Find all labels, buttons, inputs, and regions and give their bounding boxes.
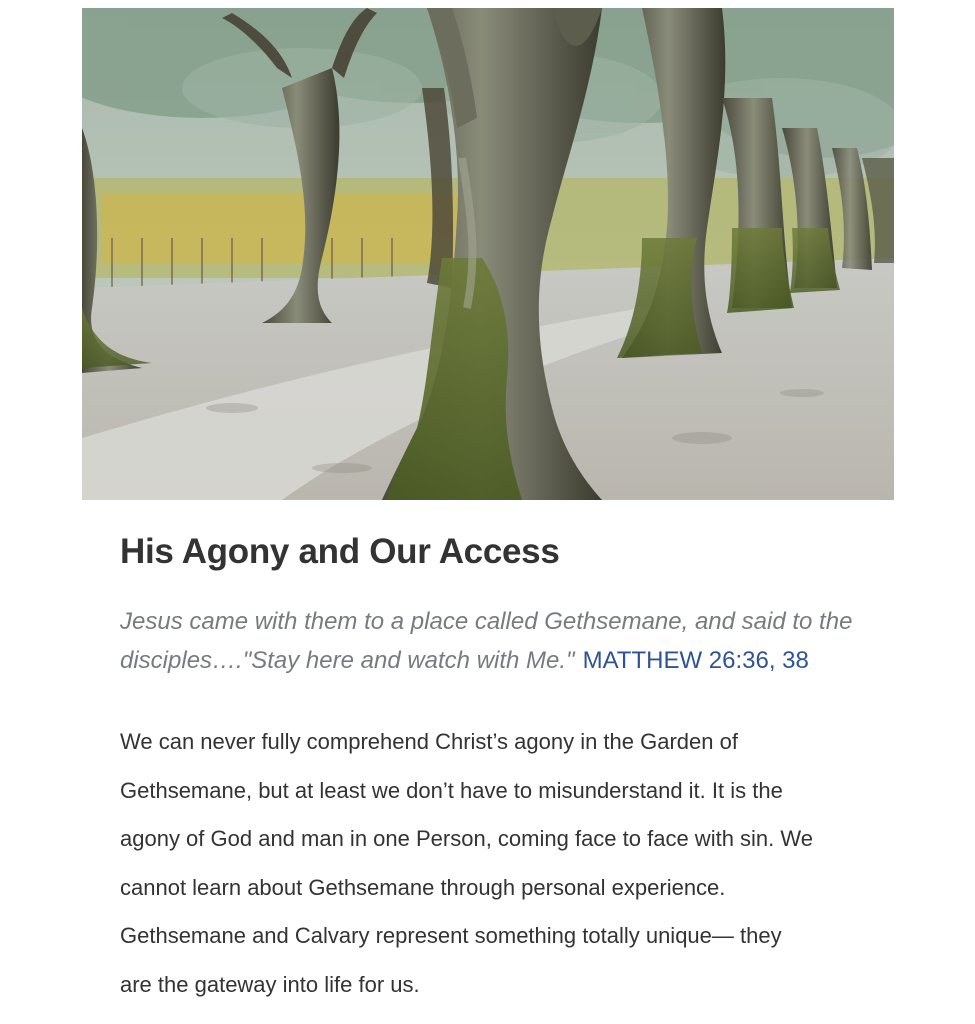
body-line: We can never fully comprehend Christ’s agony in the Garden of xyxy=(120,729,738,754)
body-line: are the gateway into life for us. xyxy=(120,971,420,997)
body-line: Gethsemane, but at least we don’t have to misunderstand it. It is the xyxy=(120,777,783,803)
body-line: Gethsemane and Calvary represent something totally unique— they xyxy=(120,923,782,948)
hero-image xyxy=(82,8,894,500)
olive-grove-illustration xyxy=(82,8,894,500)
verse-reference: MATTHEW 26:36, 38 xyxy=(582,647,809,674)
verse-text-line-2: disciples…."Stay here and watch with Me." xyxy=(120,647,575,674)
scripture-verse xyxy=(120,602,880,680)
article-body xyxy=(120,718,880,1009)
article-title: His Agony and Our Access xyxy=(120,532,560,571)
verse-text-line-1: Jesus came with them to a place called Gethsemane, and said to the xyxy=(120,608,853,635)
body-line: agony of God and man in one Person, coming face to face with sin. We xyxy=(120,826,813,851)
body-line: cannot learn about Gethsemane through personal experience. xyxy=(120,874,726,900)
